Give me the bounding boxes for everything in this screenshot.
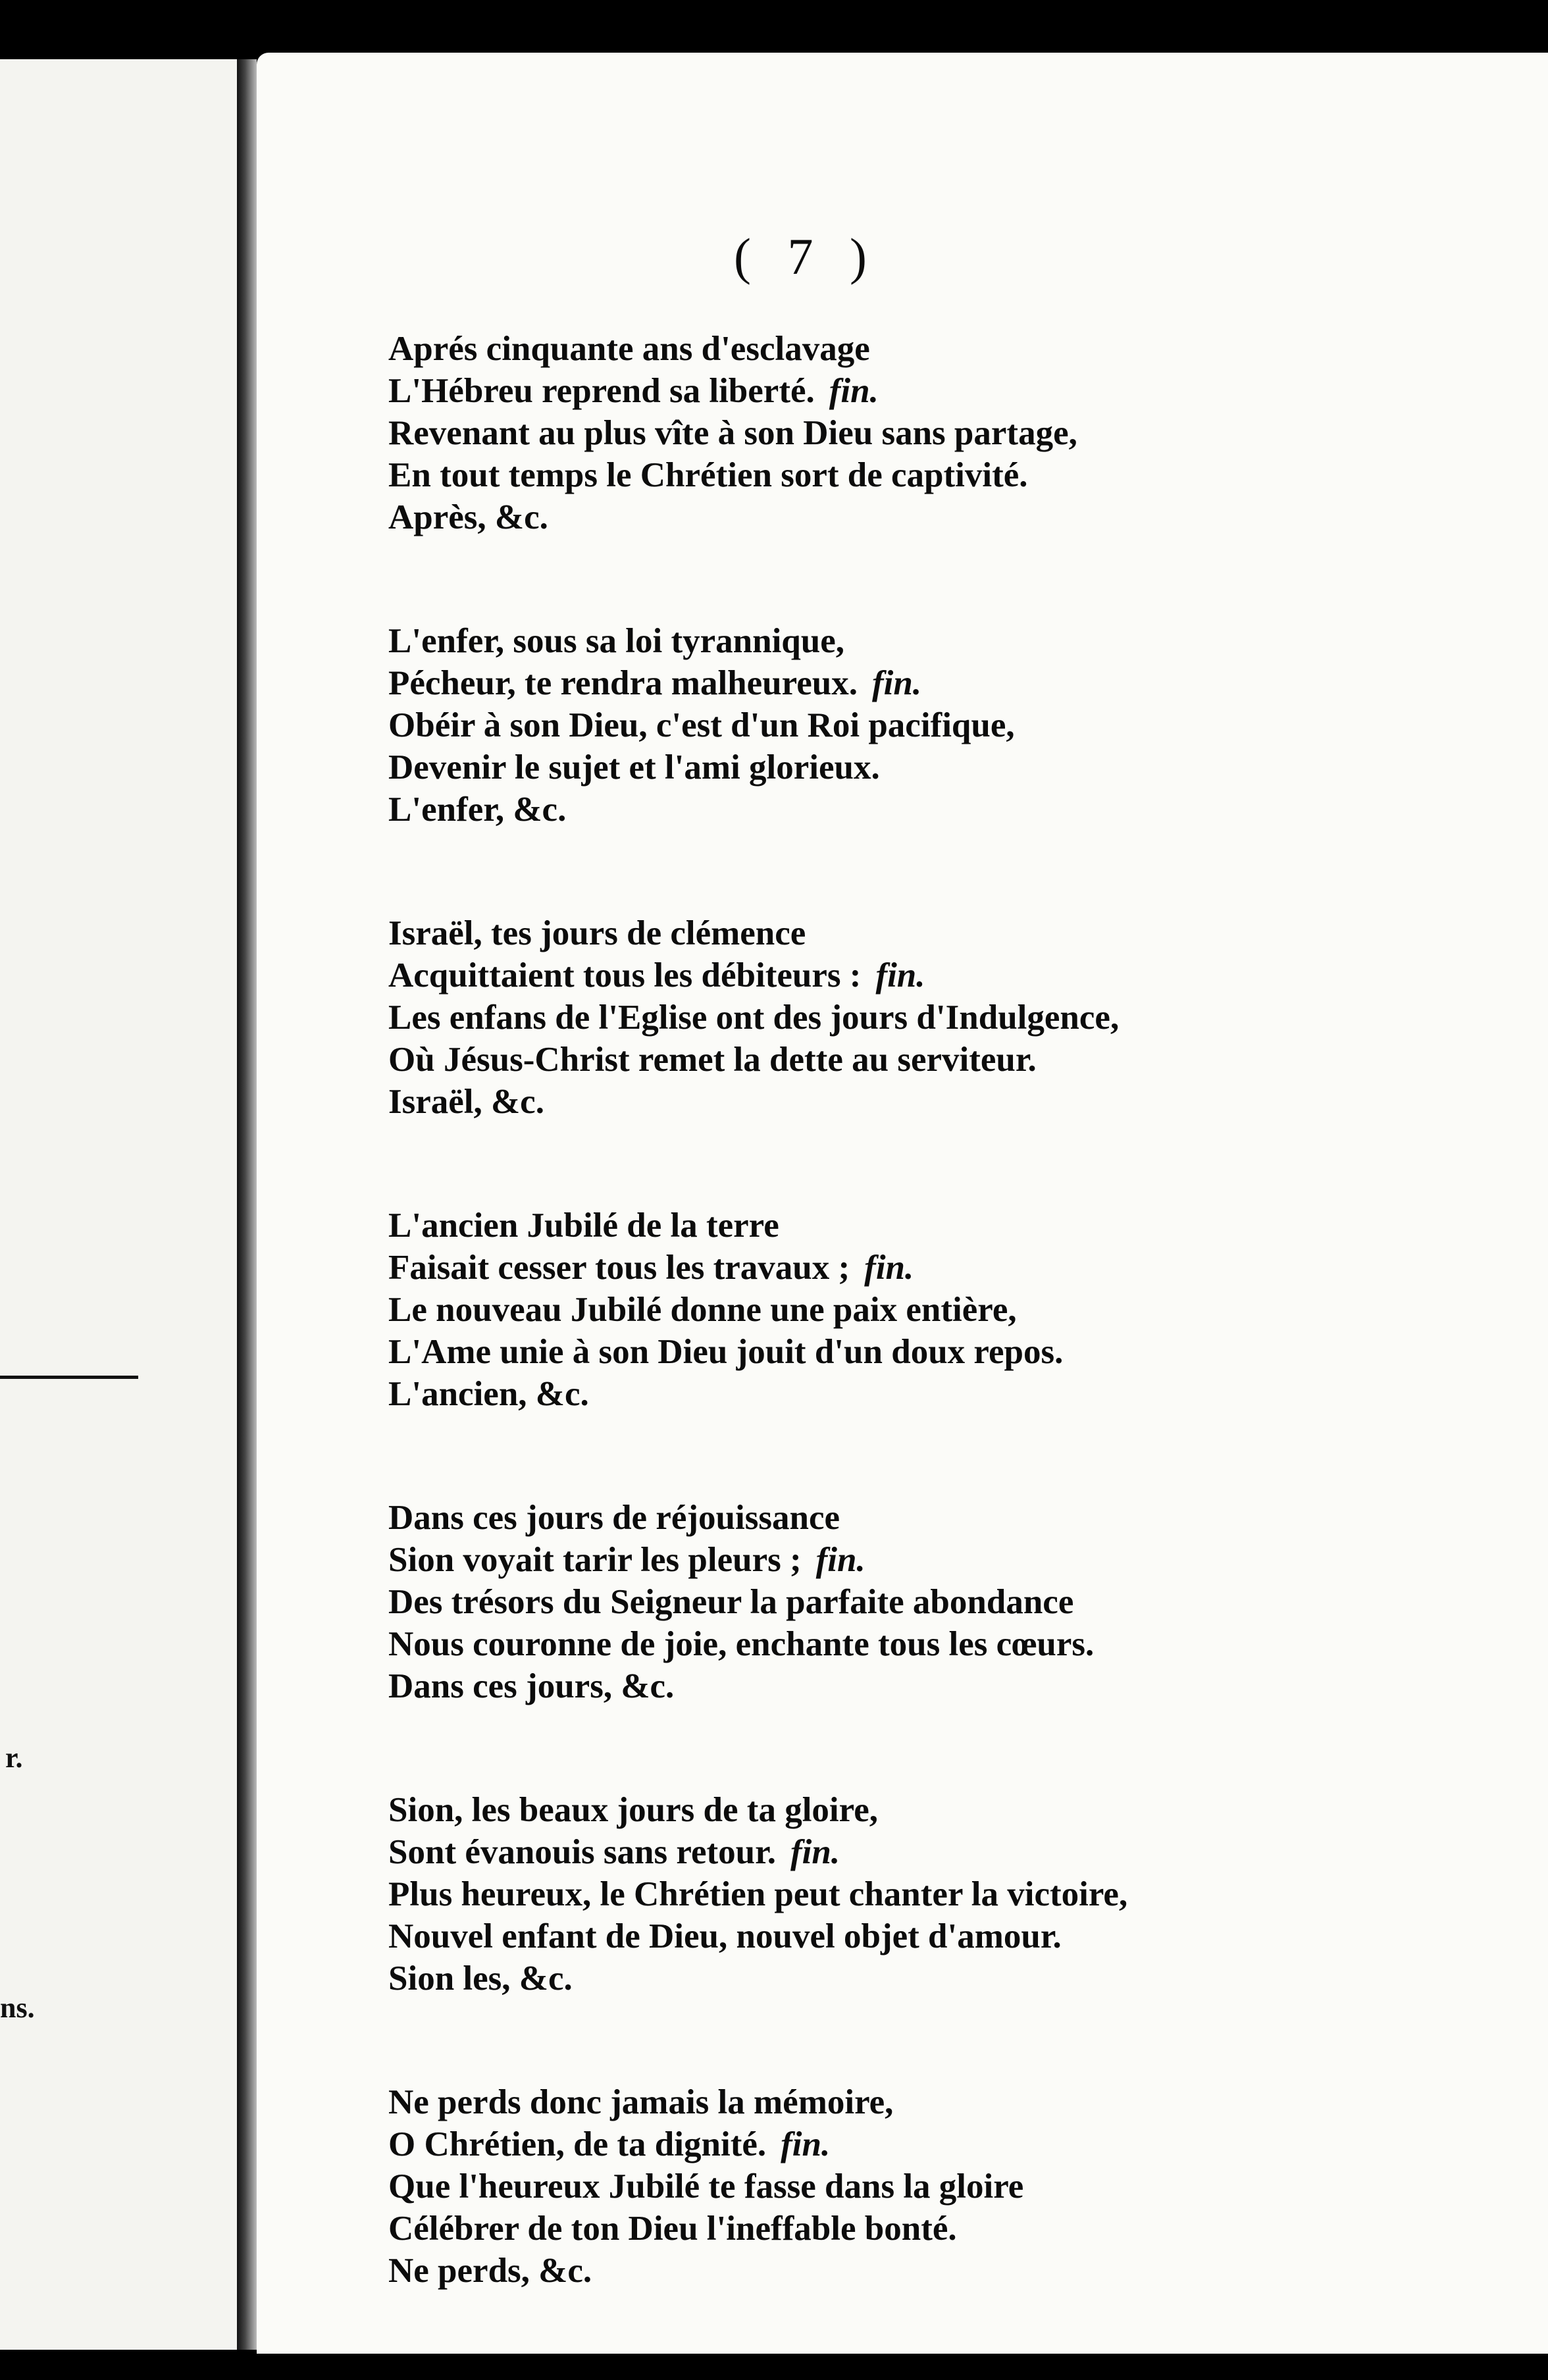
fin-marker: fin. bbox=[864, 1249, 914, 1287]
page-number: ( 7 ) bbox=[734, 228, 879, 285]
line-text: L'Hébreu reprend sa liberté. bbox=[388, 372, 815, 410]
book-gutter bbox=[237, 59, 257, 2350]
refrain-line bbox=[388, 1373, 1376, 1415]
line-text: Dans ces jours de réjouissance bbox=[388, 1499, 840, 1537]
verse-line bbox=[388, 2081, 1376, 2123]
fin-marker: fin. bbox=[829, 372, 879, 410]
verse-line bbox=[388, 1204, 1376, 1247]
line-text: L'ancien, &c. bbox=[388, 1375, 589, 1413]
facing-page-edge bbox=[0, 59, 241, 2350]
line-text: Sion, les beaux jours de ta gloire, bbox=[388, 1791, 878, 1829]
fin-marker: fin. bbox=[875, 956, 925, 995]
line-text: Nouvel enfant de Dieu, nouvel objet d'amour. bbox=[388, 1917, 1062, 1955]
verse-line bbox=[388, 328, 1376, 370]
line-text: Obéir à son Dieu, c'est d'un Roi pacifique, bbox=[388, 706, 1015, 744]
line-text: Aprés cinquante ans d'esclavage bbox=[388, 330, 870, 368]
line-text: Où Jésus-Christ remet la dette au serviteur. bbox=[388, 1041, 1037, 1079]
line-text: L'enfer, &c. bbox=[388, 790, 567, 829]
verse-line bbox=[388, 996, 1376, 1039]
line-text: Faisait cesser tous les travaux ; bbox=[388, 1249, 850, 1287]
facing-page-rule bbox=[0, 1376, 138, 1379]
line-text: Ne perds donc jamais la mémoire, bbox=[388, 2083, 894, 2121]
verse-line bbox=[388, 1915, 1376, 1957]
verse-line bbox=[388, 1289, 1376, 1331]
refrain-line bbox=[388, 1081, 1376, 1123]
line-text: L'enfer, sous sa loi tyrannique, bbox=[388, 622, 845, 660]
stanza bbox=[388, 2081, 1376, 2292]
verse-line bbox=[388, 1247, 1376, 1289]
verse-line bbox=[388, 662, 1376, 704]
stanza bbox=[388, 1204, 1376, 1415]
verse-line bbox=[388, 1873, 1376, 1915]
verse-line bbox=[388, 454, 1376, 496]
verse-line bbox=[388, 1331, 1376, 1373]
fin-marker: fin. bbox=[815, 1541, 865, 1579]
line-text: Les enfans de l'Eglise ont des jours d'Indulgence, bbox=[388, 998, 1120, 1037]
line-text: Israël, &c. bbox=[388, 1083, 544, 1121]
verse-line bbox=[388, 1039, 1376, 1081]
fin-marker: fin. bbox=[871, 664, 922, 702]
line-text: Que l'heureux Jubilé te fasse dans la gloire bbox=[388, 2167, 1024, 2206]
line-text: En tout temps le Chrétien sort de captivité. bbox=[388, 456, 1028, 494]
fin-marker: fin. bbox=[781, 2125, 831, 2163]
stanza bbox=[388, 620, 1376, 831]
verse-line bbox=[388, 1539, 1376, 1581]
refrain-line bbox=[388, 1957, 1376, 2000]
verse-line bbox=[388, 2208, 1376, 2250]
line-text: Sion les, &c. bbox=[388, 1959, 573, 1998]
verse-line bbox=[388, 2165, 1376, 2208]
verse-line bbox=[388, 620, 1376, 662]
verse-line bbox=[388, 2123, 1376, 2165]
refrain-line bbox=[388, 2250, 1376, 2292]
verse-line bbox=[388, 746, 1376, 789]
line-text: Le nouveau Jubilé donne une paix entière, bbox=[388, 1291, 1017, 1329]
hymn-text bbox=[388, 328, 1376, 2373]
facing-page-fragment: ns. bbox=[0, 1992, 35, 2024]
line-text: Après, &c. bbox=[388, 498, 548, 536]
stanza bbox=[388, 1789, 1376, 2000]
verse-line bbox=[388, 1789, 1376, 1831]
stanza bbox=[388, 1497, 1376, 1707]
line-text: Sont évanouis sans retour. bbox=[388, 1833, 777, 1871]
refrain-line bbox=[388, 496, 1376, 538]
verse-line bbox=[388, 954, 1376, 996]
line-text: L'ancien Jubilé de la terre bbox=[388, 1206, 779, 1245]
verse-line bbox=[388, 412, 1376, 454]
line-text: L'Ame unie à son Dieu jouit d'un doux repos. bbox=[388, 1333, 1064, 1371]
verse-line bbox=[388, 1581, 1376, 1623]
line-text: Célébrer de ton Dieu l'ineffable bonté. bbox=[388, 2210, 957, 2248]
line-text: Sion voyait tarir les pleurs ; bbox=[388, 1541, 802, 1579]
line-text: Israël, tes jours de clémence bbox=[388, 914, 806, 952]
verse-line bbox=[388, 1623, 1376, 1665]
line-text: Acquittaient tous les débiteurs : bbox=[388, 956, 862, 995]
verse-line bbox=[388, 370, 1376, 412]
line-text: Nous couronne de joie, enchante tous les cœurs. bbox=[388, 1625, 1095, 1663]
stanza bbox=[388, 912, 1376, 1123]
refrain-line bbox=[388, 789, 1376, 831]
line-text: Ne perds, &c. bbox=[388, 2252, 592, 2290]
line-text: Devenir le sujet et l'ami glorieux. bbox=[388, 748, 880, 787]
line-text: Plus heureux, le Chrétien peut chanter la victoire, bbox=[388, 1875, 1128, 1913]
line-text: Des trésors du Seigneur la parfaite abondance bbox=[388, 1583, 1074, 1621]
verse-line bbox=[388, 912, 1376, 954]
verse-line bbox=[388, 704, 1376, 746]
facing-page-fragment: r. bbox=[5, 1742, 23, 1774]
line-text: Pécheur, te rendra malheureux. bbox=[388, 664, 858, 702]
fin-marker: fin. bbox=[790, 1833, 840, 1871]
verse-line bbox=[388, 1831, 1376, 1873]
line-text: Revenant au plus vîte à son Dieu sans partage, bbox=[388, 414, 1077, 452]
verse-line bbox=[388, 1497, 1376, 1539]
refrain-line bbox=[388, 1665, 1376, 1707]
line-text: O Chrétien, de ta dignité. bbox=[388, 2125, 767, 2163]
stanza bbox=[388, 328, 1376, 538]
line-text: Dans ces jours, &c. bbox=[388, 1667, 675, 1705]
